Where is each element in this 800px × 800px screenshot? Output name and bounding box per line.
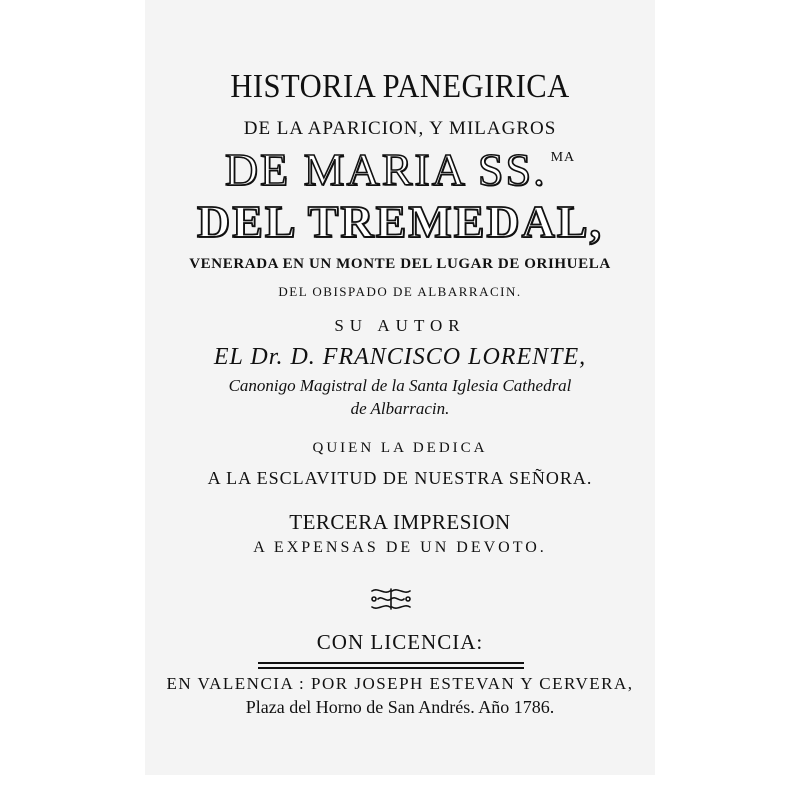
description-obispado: DEL OBISPADO DE ALBARRACIN. <box>278 284 522 299</box>
edition-line2: A EXPENSAS DE UN DEVOTO. <box>253 539 547 556</box>
author-name: EL Dr. D. FRANCISCO LORENTE, <box>213 344 587 370</box>
dedication-line2: A LA ESCLAVITUD DE NUESTRA SEÑORA. <box>207 468 593 488</box>
title-maria <box>145 143 655 196</box>
title-maria-superscript: MA <box>550 150 576 165</box>
author-role-line1: Canonigo Magistral de la Santa Iglesia Cathedral <box>228 376 572 395</box>
imprint-line1: EN VALENCIA : POR JOSEPH ESTEVAN Y CERVERA, <box>166 674 634 693</box>
author-role-line2: de Albarracin. <box>350 399 450 418</box>
title-tremedal: DEL TREMEDAL, <box>196 196 604 247</box>
license-line: CON LICENCIA: <box>316 630 484 654</box>
book-title: HISTORIA PANEGIRICA <box>230 68 570 105</box>
divider-rule-top <box>258 662 524 664</box>
divider-rule-bottom <box>258 667 524 669</box>
dedication-line1: QUIEN LA DEDICA <box>312 440 488 456</box>
imprint-line2: Plaza del Horno de San Andrés. Año 1786. <box>245 697 555 717</box>
edition-line1: TERCERA IMPRESION <box>289 510 511 534</box>
fleuron-ornament-icon <box>368 585 414 613</box>
author-heading: SU AUTOR <box>334 316 466 335</box>
description-venerada: VENERADA EN UN MONTE DEL LUGAR DE ORIHUELA <box>189 256 611 272</box>
book-subtitle: DE LA APARICION, Y MILAGROS <box>243 118 557 139</box>
title-maria-text: DE MARIA SS. <box>224 144 547 195</box>
